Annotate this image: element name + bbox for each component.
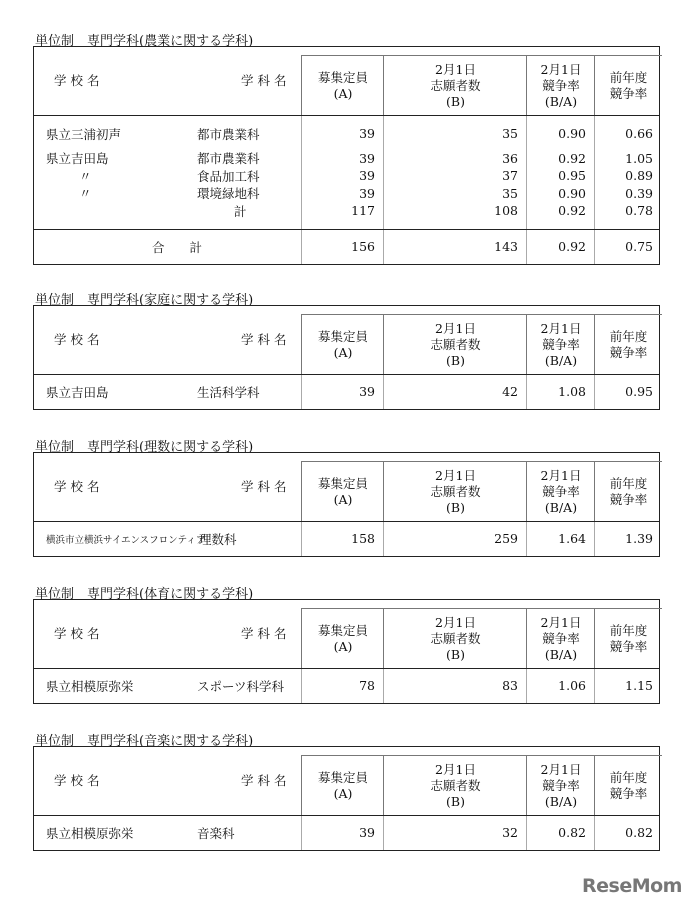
header-text: (B) <box>446 93 465 109</box>
header-text: 募集定員 <box>317 69 368 85</box>
cell-b: 35 <box>502 185 518 201</box>
cell-a: 39 <box>359 384 375 400</box>
school-name: 県立三浦初声 <box>46 126 122 142</box>
department-name: 食品加工科 <box>197 168 260 184</box>
cell-a: 158 <box>351 531 375 547</box>
header-ratio <box>526 461 595 521</box>
header-applicants <box>383 755 527 815</box>
header-text: (B) <box>446 646 465 662</box>
cell-ratio: 1.64 <box>558 531 586 547</box>
header-text: 競争率 <box>609 638 648 654</box>
header-capacity_sub <box>301 755 384 815</box>
cell-ratio: 0.92 <box>558 203 586 219</box>
school-name: 県立吉田島 <box>46 151 109 167</box>
header-text: 学 校 名 <box>54 73 100 88</box>
header-text: 前年度 <box>609 769 648 785</box>
cell-a: 39 <box>359 126 375 142</box>
data-table <box>33 452 660 557</box>
header-text: 競争率 <box>609 344 648 360</box>
table-body <box>34 375 659 409</box>
header-school <box>34 600 191 668</box>
header-text: (B) <box>446 499 465 515</box>
header-text: 学 科 名 <box>241 332 287 347</box>
header-text: (B/A) <box>544 499 578 515</box>
header-text: (A) <box>333 785 353 801</box>
school-name: 横浜市立横浜サイエンスフロンティア <box>46 534 206 546</box>
header-ratio <box>526 608 595 668</box>
table-title: 単位制 専門学科(理数に関する学科) <box>35 440 254 455</box>
cell-ratio: 0.92 <box>558 150 586 166</box>
header-capacity_sub <box>301 461 384 521</box>
header-text: 2月1日 <box>540 320 582 336</box>
header-text: 2月1日 <box>540 467 582 483</box>
header-dept <box>191 747 301 815</box>
table-row <box>34 125 659 143</box>
cell-a: 39 <box>359 168 375 184</box>
header-text: (B/A) <box>544 93 578 109</box>
header-dept <box>191 47 301 115</box>
cell-b: 83 <box>502 678 518 694</box>
cell-a: 78 <box>359 678 375 694</box>
header-text: 2月1日 <box>435 467 476 483</box>
header-ratio <box>526 755 595 815</box>
header-text: (B/A) <box>544 646 578 662</box>
table-row <box>34 383 659 401</box>
table-header <box>34 47 659 116</box>
cell-b: 32 <box>502 825 518 841</box>
total-row <box>34 229 659 264</box>
header-text: 学 校 名 <box>54 626 100 641</box>
header-text: 前年度 <box>609 622 648 638</box>
table-row <box>34 824 659 842</box>
table-title: 単位制 専門学科(農業に関する学科) <box>35 34 254 49</box>
total-prev: 0.75 <box>625 239 653 254</box>
header-applicants <box>383 314 527 374</box>
school-name: 〃 <box>79 168 92 184</box>
data-table <box>33 599 660 704</box>
header-text: (B/A) <box>544 793 578 809</box>
header-ratio <box>526 55 595 115</box>
table-header <box>34 600 659 669</box>
table-header <box>34 453 659 522</box>
cell-a: 117 <box>351 203 375 219</box>
header-applicants <box>383 608 527 668</box>
header-capacity_sub <box>301 608 384 668</box>
department-name: 音楽科 <box>197 825 235 841</box>
table-body <box>34 116 659 229</box>
cell-a: 39 <box>359 150 375 166</box>
header-text: 競争率 <box>542 630 580 646</box>
header-text: 募集定員 <box>317 328 368 344</box>
cell-ratio: 1.08 <box>558 384 586 400</box>
table-row <box>34 530 659 548</box>
department-name: 都市農業科 <box>197 126 260 142</box>
cell-prev: 0.39 <box>625 185 653 201</box>
total-ratio: 0.92 <box>558 239 586 254</box>
school-name: 〃 <box>79 186 92 202</box>
table-row <box>34 167 659 185</box>
resemom-logo: ReseMom <box>582 875 682 897</box>
header-ratio <box>526 314 595 374</box>
header-text: 2月1日 <box>435 320 476 336</box>
header-text: (B) <box>446 793 465 809</box>
header-text: 競争率 <box>542 483 580 499</box>
cell-b: 35 <box>502 126 518 142</box>
header-text: 学 科 名 <box>241 479 287 494</box>
cell-prev: 0.89 <box>625 168 653 184</box>
header-text: 募集定員 <box>317 622 368 638</box>
table-title: 単位制 専門学科(体育に関する学科) <box>35 587 254 602</box>
table-title: 単位制 専門学科(音楽に関する学科) <box>35 734 254 749</box>
data-table <box>33 746 660 851</box>
cell-ratio: 0.90 <box>558 126 586 142</box>
table-row <box>34 677 659 695</box>
header-text: 競争率 <box>609 491 648 507</box>
department-name: 理数科 <box>199 531 237 547</box>
header-text: (B) <box>446 352 465 368</box>
cell-prev: 0.78 <box>625 203 653 219</box>
header-applicants <box>383 55 527 115</box>
school-name: 県立相模原弥栄 <box>46 825 134 841</box>
cell-ratio: 1.06 <box>558 678 586 694</box>
header-text: 競争率 <box>542 77 580 93</box>
table-body <box>34 522 659 556</box>
cell-ratio: 0.95 <box>558 168 586 184</box>
header-text: (A) <box>333 344 353 360</box>
header-text: 競争率 <box>609 85 648 101</box>
header-text: 2月1日 <box>540 614 582 630</box>
header-school <box>34 747 191 815</box>
header-dept <box>191 600 301 668</box>
department-name: 計 <box>234 203 247 219</box>
header-prev2 <box>594 755 662 815</box>
header-text: 2月1日 <box>540 761 582 777</box>
header-text: 2月1日 <box>435 61 476 77</box>
header-capacity_sub <box>301 314 384 374</box>
data-table <box>33 305 660 410</box>
header-text: 志願者数 <box>430 77 481 93</box>
cell-b: 37 <box>502 168 518 184</box>
header-text: 前年度 <box>609 328 648 344</box>
cell-b: 259 <box>494 531 518 547</box>
department-name: 生活科学科 <box>197 384 260 400</box>
cell-a: 39 <box>359 825 375 841</box>
header-prev2 <box>594 461 662 521</box>
department-name: スポーツ科学科 <box>197 678 285 694</box>
header-capacity_sub <box>301 55 384 115</box>
header-school <box>34 453 191 521</box>
cell-ratio: 0.90 <box>558 185 586 201</box>
department-name: 都市農業科 <box>197 151 260 167</box>
header-text: 2月1日 <box>540 61 582 77</box>
table-row <box>34 202 659 220</box>
department-name: 環境緑地科 <box>197 186 260 202</box>
header-text: 学 科 名 <box>241 626 287 641</box>
header-text: 競争率 <box>542 777 580 793</box>
header-text: 学 校 名 <box>54 773 100 788</box>
header-dept <box>191 306 301 374</box>
header-text: 2月1日 <box>435 761 476 777</box>
cell-prev: 1.15 <box>625 678 653 694</box>
school-name: 県立吉田島 <box>46 384 109 400</box>
header-school <box>34 47 191 115</box>
header-text: (A) <box>333 85 353 101</box>
table-row <box>34 185 659 203</box>
header-text: 募集定員 <box>317 475 368 491</box>
table-body <box>34 816 659 850</box>
cell-prev: 0.95 <box>625 384 653 400</box>
table-row <box>34 150 659 168</box>
table-title: 単位制 専門学科(家庭に関する学科) <box>35 293 254 308</box>
cell-prev: 0.82 <box>625 825 653 841</box>
table-body <box>34 669 659 703</box>
total-b: 143 <box>494 239 518 254</box>
header-prev2 <box>594 608 662 668</box>
header-text: 志願者数 <box>430 630 481 646</box>
header-text: (B/A) <box>544 352 578 368</box>
header-text: 前年度 <box>609 475 648 491</box>
school-name: 県立相模原弥栄 <box>46 678 134 694</box>
table-header <box>34 306 659 375</box>
header-text: 志願者数 <box>430 777 481 793</box>
header-text: 競争率 <box>609 785 648 801</box>
total-label: 合 計 <box>152 239 203 255</box>
header-dept <box>191 453 301 521</box>
cell-b: 42 <box>502 384 518 400</box>
cell-prev: 0.66 <box>625 126 653 142</box>
cell-b: 36 <box>502 150 518 166</box>
cell-b: 108 <box>494 203 518 219</box>
cell-prev: 1.05 <box>625 150 653 166</box>
header-text: 学 校 名 <box>54 332 100 347</box>
cell-ratio: 0.82 <box>558 825 586 841</box>
header-text: 学 科 名 <box>241 73 287 88</box>
total-a: 156 <box>351 239 375 254</box>
header-text: 学 科 名 <box>241 773 287 788</box>
header-prev2 <box>594 314 662 374</box>
header-text: (A) <box>333 491 353 507</box>
header-text: 競争率 <box>542 336 580 352</box>
header-prev2 <box>594 55 662 115</box>
data-table <box>33 46 660 265</box>
header-text: 前年度 <box>609 69 648 85</box>
header-text: 志願者数 <box>430 483 481 499</box>
cell-a: 39 <box>359 185 375 201</box>
table-header <box>34 747 659 816</box>
cell-prev: 1.39 <box>625 531 653 547</box>
header-text: 志願者数 <box>430 336 481 352</box>
header-text: 2月1日 <box>435 614 476 630</box>
header-applicants <box>383 461 527 521</box>
header-text: 学 校 名 <box>54 479 100 494</box>
header-text: 募集定員 <box>317 769 368 785</box>
header-school <box>34 306 191 374</box>
header-text: (A) <box>333 638 353 654</box>
